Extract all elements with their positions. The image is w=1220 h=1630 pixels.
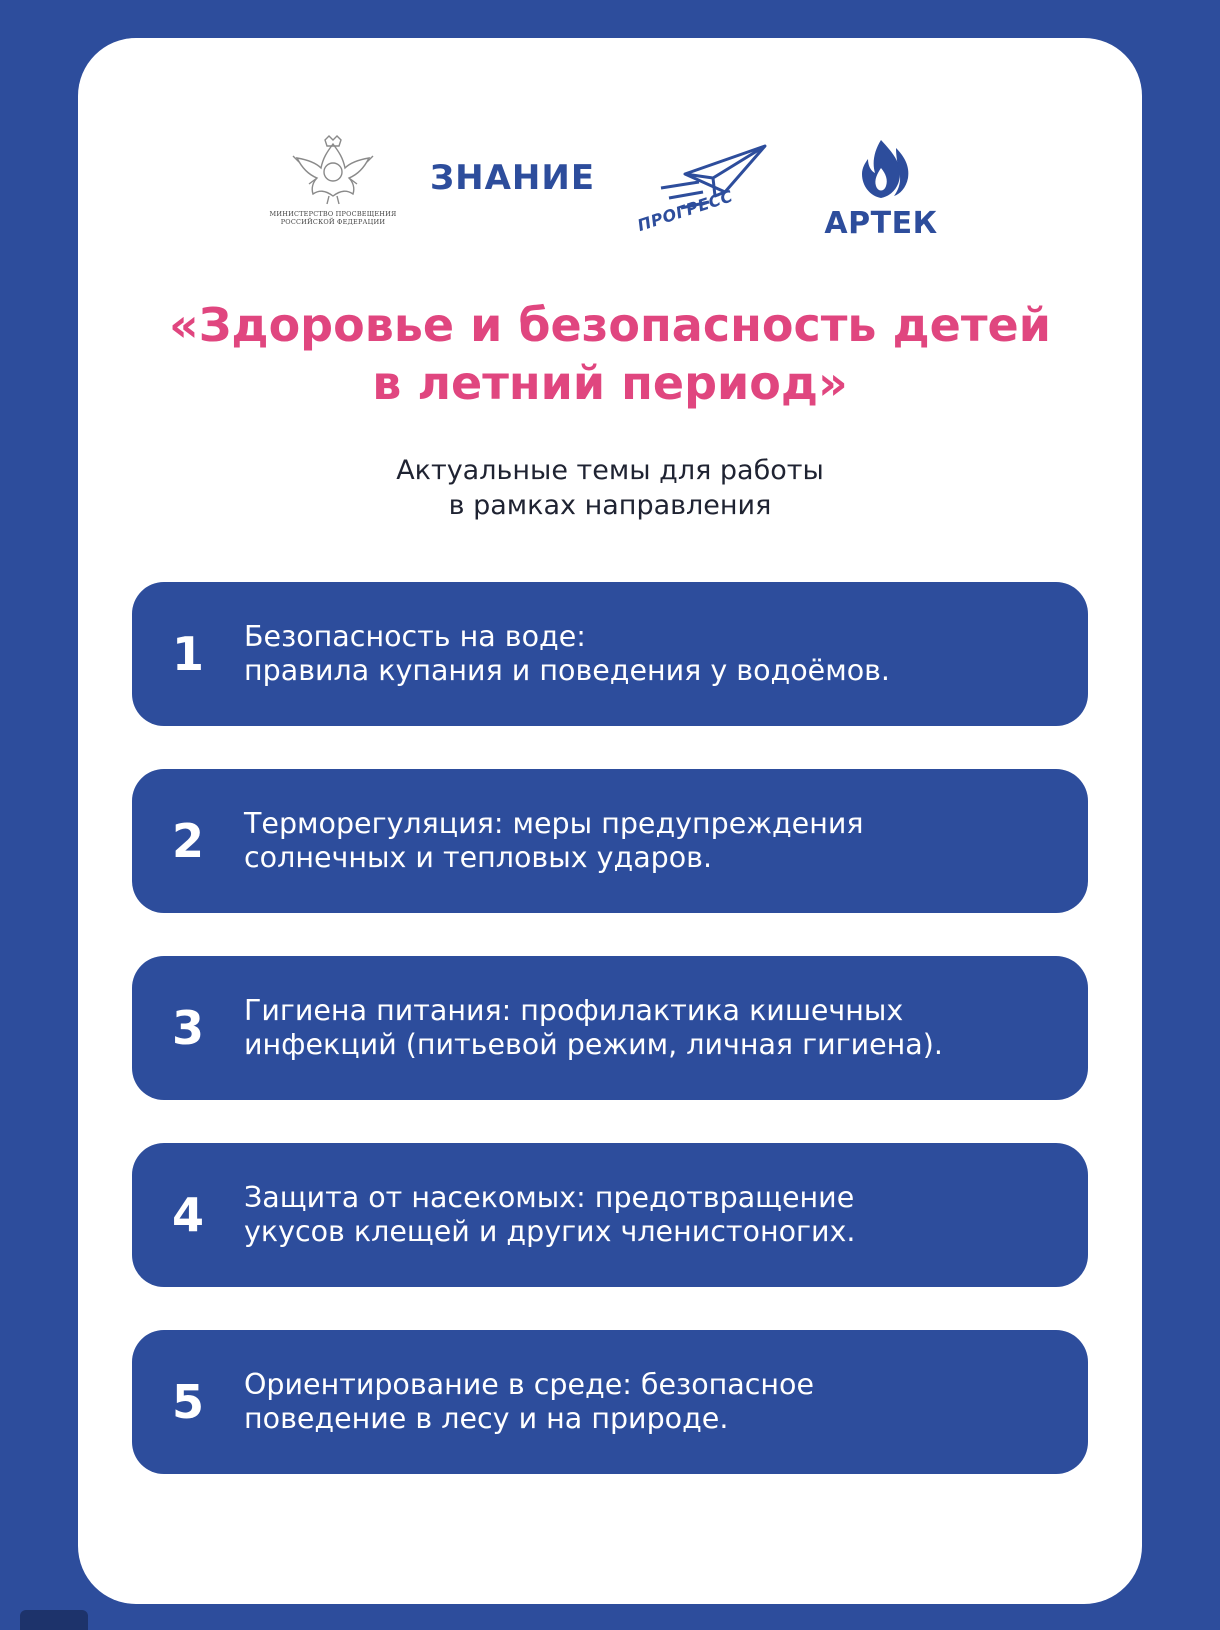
topic-number: 1 [171, 627, 204, 681]
topic-number: 5 [171, 1375, 204, 1429]
topic-number: 4 [171, 1188, 204, 1242]
page-subtitle-line1: Актуальные темы для работы [396, 455, 824, 486]
topic-item-2 [132, 769, 1088, 913]
topic-item-1 [132, 582, 1088, 726]
page-title-line1: «Здоровье и безопасность детей [169, 298, 1051, 352]
topic-text-line2: укусов клещей и других членистоногих. [244, 1215, 856, 1248]
topic-text [244, 620, 1074, 688]
progress-logo-text: ПРОГРЕСС [635, 186, 736, 235]
artek-logo-text: АРТЕК [824, 206, 938, 241]
artek-logo [816, 138, 946, 248]
progress-logo [635, 138, 781, 248]
partner-logos [78, 98, 1142, 248]
corner-decoration [20, 1610, 88, 1630]
flame-icon [846, 138, 916, 200]
topic-item-4 [132, 1143, 1088, 1287]
ministry-logo [268, 134, 398, 254]
topic-text-line1: Ориентирование в среде: безопасное [244, 1368, 814, 1401]
content-card [78, 38, 1142, 1604]
topic-text-line2: поведение в лесу и на природе. [244, 1402, 729, 1435]
topic-text [244, 994, 1074, 1062]
topic-item-3 [132, 956, 1088, 1100]
topic-text [244, 1368, 1074, 1436]
topic-text-line1: Гигиена питания: профилактика кишечных [244, 994, 904, 1027]
ministry-name-line1: МИНИСТЕРСТВО ПРОСВЕЩЕНИЯ [269, 210, 397, 218]
page-subtitle [78, 453, 1142, 523]
topic-text-line1: Безопасность на воде: [244, 620, 586, 653]
ministry-name-line2: РОССИЙСКОЙ ФЕДЕРАЦИИ [280, 218, 386, 226]
topic-list [132, 582, 1088, 1517]
topic-text [244, 1181, 1074, 1249]
topic-text-line1: Защита от насекомых: предотвращение [244, 1181, 855, 1214]
double-headed-eagle-emblem-icon [287, 134, 379, 206]
topic-text-line2: инфекций (питьевой режим, личная гигиена). [244, 1028, 943, 1061]
page-title-line2: в летний период» [372, 356, 848, 410]
znanie-logo: ЗНАНИЕ [430, 158, 596, 198]
topic-number: 2 [171, 814, 204, 868]
topic-text [244, 807, 1074, 875]
page-title [78, 296, 1142, 412]
topic-text-line2: солнечных и тепловых ударов. [244, 841, 713, 874]
topic-item-5 [132, 1330, 1088, 1474]
topic-text-line1: Терморегуляция: меры предупреждения [244, 807, 864, 840]
topic-number: 3 [171, 1001, 204, 1055]
page-subtitle-line2: в рамках направления [448, 490, 772, 521]
topic-text-line2: правила купания и поведения у водоёмов. [244, 654, 890, 687]
